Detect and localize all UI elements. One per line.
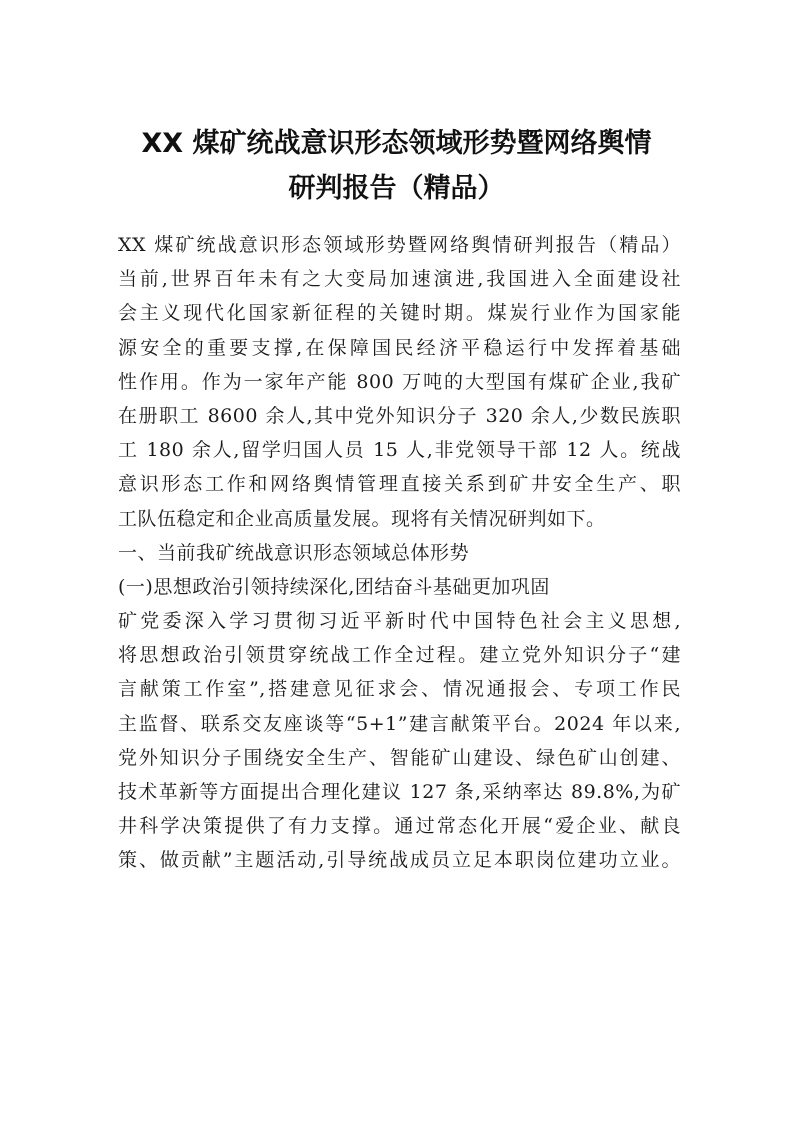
document-title-line-1: XX 煤矿统战意识形态领域形势暨网络舆情 xyxy=(141,128,652,159)
body-text-line: 技术革新等方面提出合理化建议 127 条,采纳率达 89.8%,为矿 xyxy=(118,781,681,803)
body-text-line: 党外知识分子围绕安全生产、智能矿山建设、绿色矿山创建、 xyxy=(118,746,681,769)
document-body xyxy=(118,228,681,878)
body-text-line: (一)思想政治引领持续深化,团结奋斗基础更加巩固 xyxy=(118,575,550,598)
body-text-line: XX 煤矿统战意识形态领域形势暨网络舆情研判报告（精品） xyxy=(118,234,681,256)
body-text-line: 言献策工作室”,搭建意见征求会、情况通报会、专项工作民 xyxy=(118,678,681,701)
body-text-line: 在册职工 8600 余人,其中党外知识分子 320 余人,少数民族职 xyxy=(118,404,681,427)
body-text-line: 性作用。作为一家年产能 800 万吨的大型国有煤矿企业,我矿 xyxy=(118,370,681,393)
body-text-line: 当前,世界百年未有之大变局加速演进,我国进入全面建设社 xyxy=(118,268,681,291)
body-text-line: 源安全的重要支撑,在保障国民经济平稳运行中发挥着基础 xyxy=(118,336,681,359)
body-text-line: 一、当前我矿统战意识形态领域总体形势 xyxy=(118,541,470,564)
body-text-line: 将思想政治引领贯穿统战工作全过程。建立党外知识分子“建 xyxy=(118,644,681,667)
body-text-line: 意识形态工作和网络舆情管理直接关系到矿井安全生产、职 xyxy=(118,473,681,496)
body-text-line: 矿党委深入学习贯彻习近平新时代中国特色社会主义思想, xyxy=(118,610,681,633)
body-text-line: 主监督、联系交友座谈等“5+1”建言献策平台。2024 年以来, xyxy=(118,712,681,735)
body-text-line: 工队伍稳定和企业高质量发展。现将有关情况研判如下。 xyxy=(118,507,606,530)
body-text-line: 井科学决策提供了有力支撑。通过常态化开展“爱企业、献良 xyxy=(118,815,681,838)
body-text-line: 策、做贡献”主题活动,引导统战成员立足本职岗位建功立业。 xyxy=(118,849,681,872)
body-text-line: 会主义现代化国家新征程的关键时期。煤炭行业作为国家能 xyxy=(118,302,681,325)
document-title-line-2: 研判报告（精品） xyxy=(288,173,505,204)
body-text-line: 工 180 余人,留学归国人员 15 人,非党领导干部 12 人。统战 xyxy=(118,439,681,462)
